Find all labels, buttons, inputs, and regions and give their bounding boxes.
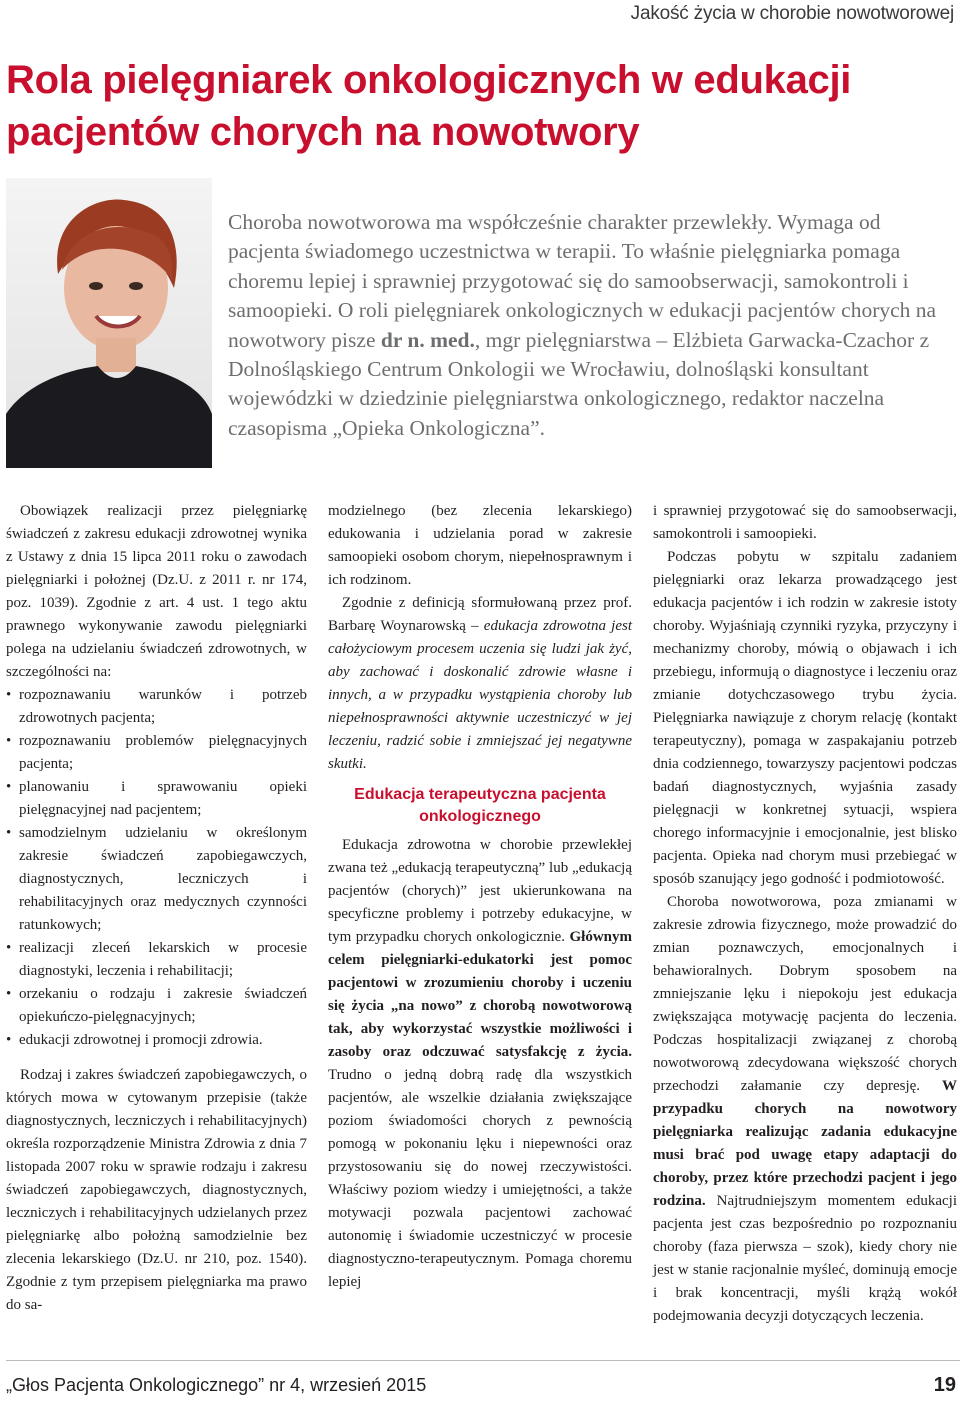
col3-paragraph-2: Podczas pobytu w szpitalu zadaniem pielęgniarki oraz lekarza prowadzącego jest edukacja pacjentów i ich rodzin w zakresie istoty choroby. Wyjaśniają czynniki ryzyka, przyczyny i mechanizmy choroby, mówią o objawach i ich przebiegu, informują o diagnostyce i leczeniu oraz zmianie dotychczasowego trybu życia. Pielęgniarka nawiązuje z chorym relację (kontakt terapeutyczny), pomaga w zaspakajaniu potrzeb dnia codziennego, towarzyszy pacjentowi podczas badań diagnostycznych, wyjaśnia zasady pielęgnacji w konkretnej sytuacji, wspiera chorego informacyjnie i emocjonalnie, jest blisko pacjenta. Opieka nad chorym musi przebiegać w sposób szanujący jego godność i podmiotowość. — [653, 549, 957, 887]
col3-paragraph-3 — [653, 891, 957, 1328]
col3-paragraph-1: i sprawniej przygotować się do samoobserwacji, samokontroli i samoopieki. — [653, 503, 957, 542]
list-item: • orzekaniu o rodzaju i zakresie świadczeń opiekuńczo-pielęgnacyjnych; — [6, 983, 307, 1029]
list-item: • planowaniu i sprawowaniu opieki pielęgnacyjnej nad pacjentem; — [6, 776, 307, 822]
definition-quote: edukacja zdrowotna jest całożyciowym procesem uczenia się ludzi jak żyć, aby zachować i doskonalić zdrowie własne i innych, a w przypadku wystąpienia choroby lub niepełnosprawności aktywnie uczestniczyć w jej leczeniu, radzić sobie i zmniejszać jej negatywne skutki. — [328, 618, 632, 772]
article-lead — [228, 208, 948, 443]
col2-paragraph-1: modzielnego (bez zlecenia lekarskiego) edukowania i udzielania porad w zakresie samoopieki osobom chorym, niepełnosprawnym i ich rodzinom. — [328, 503, 632, 588]
column-2 — [328, 500, 632, 1294]
col2-paragraph-3 — [328, 834, 632, 1294]
section-subheading: Edukacja terapeutyczna pacjenta onkologicznego — [354, 786, 606, 825]
paragraph-text: Edukacja zdrowotna w chorobie przewlekłej zwana też „edukacją terapeutyczną” lub „edukacją pacjentów (chorych)” jest ukierunkowana na specyficzne problemy i potrzeby edukacyjne, w tym przypadku chorych onkologicznie. — [328, 837, 632, 945]
lead-part-1: Choroba nowotworowa ma współcześnie charakter przewlekły. Wymaga od pacjenta świadomego uczestnictwa w terapii. To właśnie pielęgniarka pomaga choremu lepiej i sprawniej przygotować się do samoobserwacji, samokontroli i samoopieki. O roli pielęgniarek onkologicznych w edukacji pacjentów chorych na nowotwory pisze — [228, 210, 937, 352]
paragraph-text: Najtrudniejszym momentem edukacji pacjenta jest czas bezpośrednio po rozpoznaniu choroby (faza pierwsza – szok), kiedy chory nie jest w stanie racjonalnie myśleć, dominują emocje i brak koncentracji, myśli krążą wokół podejmowania decyzji dotyczących leczenia. — [653, 1193, 957, 1324]
portrait-image — [6, 178, 212, 468]
col1-paragraph-2: Rodzaj i zakres świadczeń zapobiegawczych, o których mowa w cytowanym przepisie (także diagnostycznych, leczniczych i rehabilitacyjnych) określa rozporządzenie Ministra Zdrowia z dnia 7 listopada 2007 roku w sprawie rodzaju i zakresu świadczeń zapobiegawczych, diagnostycznych, leczniczych i rehabilitacyjnych udzielanych przez pielęgniarkę albo położną samodzielnie bez zlecenia lekarskiego (Dz.U. nr 210, poz. 1540). Zgodnie z tym przepisem pielęgniarka ma prawo do sa- — [6, 1067, 307, 1313]
footer-divider — [6, 1360, 960, 1361]
list-item: • rozpoznawaniu problemów pielęgnacyjnych pacjenta; — [6, 730, 307, 776]
paragraph-emphasis: W przypadku chorych na nowotwory pielęgniarka realizując zadania edukacyjne musi brać pod uwagę etapy adaptacji do choroby, przez które przechodzi pacjent i jego rodzina. — [653, 1078, 957, 1209]
column-1 — [6, 500, 307, 1317]
paragraph-text: Choroba nowotworowa, poza zmianami w zakresie zdrowia fizycznego, może prowadzić do zmian poznawczych, emocjonalnych i behawioralnych. Dobrym sposobem na zmniejszanie lęku i niepokoju jest edukacja zwiększająca motywację pacjenta do leczenia. Podczas hospitalizacji związanej z chorobą nowotworową zdecydowana większość chorych przechodzi załamanie czy depresję. — [653, 894, 957, 1094]
author-photo — [6, 178, 212, 468]
list-item: • samodzielnym udzielaniu w określonym zakresie świadczeń zapobiegawczych, diagnostycznych, leczniczych i rehabilitacyjnych oraz medycznych czynności ratunkowych; — [6, 822, 307, 937]
page-number: 19 — [933, 1374, 956, 1396]
section-header: Jakość życia w chorobie nowotworowej — [630, 3, 954, 24]
col1-paragraph-1: Obowiązek realizacji przez pielęgniarkę świadczeń z zakresu edukacji zdrowotnej wynika z Ustawy z dnia 15 lipca 2011 roku o zawodach pielęgniarki i położnej (Dz.U. z 2011 r. nr 174, poz. 1039). Zgodnie z art. 4 ust. 1 tego aktu prawnego wykonywanie zawodu pielęgniarki polega na udzielaniu świadczeń zdrowotnych, w szczególności na: — [6, 503, 307, 680]
paragraph-text: Trudno o jedną dobrą radę dla wszystkich pacjentów, ale wszelkie działania zwiększające poziom świadomości chorych z pewnością pomogą w pokonaniu lęku i niepewności oraz przystosowaniu się do nowej rzeczywistości. Właściwy poziom wiedzy i umiejętności, a także motywacji pozwala pacjentowi zachować autonomię i świadomie uczestniczyć w procesie diagnostyczno-terapeutycznym. Pomaga choremu lepiej — [328, 1067, 632, 1290]
list-item: • edukacji zdrowotnej i promocji zdrowia. — [6, 1029, 307, 1052]
list-item: • realizacji zleceń lekarskich w procesie diagnostyki, leczenia i rehabilitacji; — [6, 937, 307, 983]
list-item: • rozpoznawaniu warunków i potrzeb zdrowotnych pacjenta; — [6, 684, 307, 730]
paragraph-emphasis: Głównym celem pielęgniarki-edukatorki jest pomoc pacjentowi w zrozumieniu choroby i uczeniu się życia „na nowo” z chorobą nowotworową tak, aby wykorzystać wszystkie możliwości i zasoby oraz odczuwać satysfakcję z życia. — [328, 929, 632, 1060]
definition-intro: Zgodnie z definicją sformułowaną przez prof. Barbarę Woynarowską – — [328, 595, 632, 634]
column-3 — [653, 500, 957, 1328]
lead-degree: dr n. med. — [380, 327, 475, 352]
lead-part-3: , mgr pielęgniarstwa – Elżbieta Garwacka-Czachor z Dolnośląskiego Centrum Onkologii we Wrocławiu, dolnośląski konsultant wojewódzki w dziedzinie pielęgniarstwa onkologicznego, redaktor naczelna czasopisma „Opieka Onkologiczna”. — [228, 327, 930, 440]
publication-footer: „Głos Pacjenta Onkologicznego” nr 4, wrzesień 2015 — [6, 1375, 427, 1395]
article-title: Rola pielęgniarek onkologicznych w edukacji pacjentów chorych na nowotwory — [6, 58, 852, 154]
col2-paragraph-2 — [328, 592, 632, 776]
services-list — [6, 684, 307, 1052]
